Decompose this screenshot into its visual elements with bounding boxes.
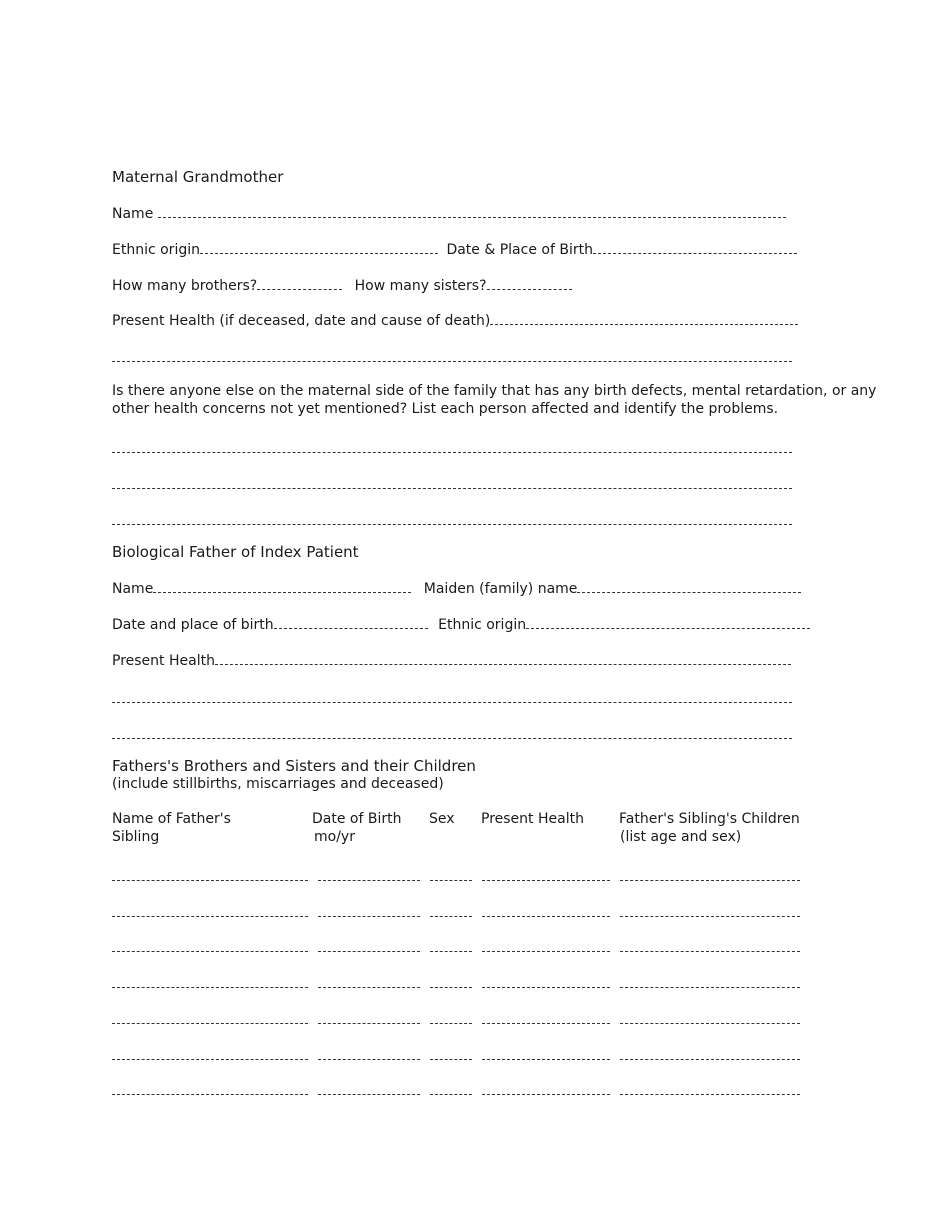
sibling-dob-cell[interactable] — [318, 1023, 420, 1024]
grandmother-dob-field[interactable] — [593, 239, 797, 254]
sibling-name-cell[interactable] — [112, 951, 308, 952]
column-header-present-health: Present Health — [481, 811, 584, 827]
sibling-sex-cell[interactable] — [430, 951, 472, 952]
sibling-children-cell[interactable] — [620, 916, 800, 917]
father-health-row — [112, 650, 791, 670]
sibling-name-cell[interactable] — [112, 987, 308, 988]
grandmother-siblings-row — [112, 275, 572, 295]
header-line: mo/yr — [314, 829, 355, 845]
name-label: Name — [112, 206, 154, 222]
column-header-sibling-name — [112, 810, 231, 846]
father-maiden-name-field[interactable] — [577, 578, 801, 593]
sisters-label: How many sisters? — [354, 278, 487, 294]
header-line: Name of Father's — [112, 811, 231, 827]
section-title-fathers-siblings: Fathers's Brothers and Sisters and their Children — [112, 757, 476, 775]
header-line: (list age and sex) — [620, 829, 742, 845]
ethnic-origin-label: Ethnic origin — [438, 617, 527, 633]
sibling-sex-cell[interactable] — [430, 1094, 472, 1095]
sisters-count-field[interactable] — [487, 275, 572, 290]
date-place-birth-label: Date and place of birth — [112, 617, 274, 633]
dob-label: Date & Place of Birth — [446, 242, 593, 258]
sibling-children-cell[interactable] — [620, 1023, 800, 1024]
brothers-count-field[interactable] — [257, 275, 342, 290]
sibling-name-cell[interactable] — [112, 1094, 308, 1095]
sibling-health-cell[interactable] — [482, 1059, 610, 1060]
grandmother-origin-row — [112, 239, 797, 259]
sibling-health-cell[interactable] — [482, 1094, 610, 1095]
sibling-health-cell[interactable] — [482, 951, 610, 952]
sibling-dob-cell[interactable] — [318, 951, 420, 952]
sibling-sex-cell[interactable] — [430, 1023, 472, 1024]
maternal-answer-line-1[interactable] — [112, 452, 792, 453]
father-dob-field[interactable] — [274, 614, 428, 629]
sibling-children-cell[interactable] — [620, 1094, 800, 1095]
header-line: Sibling — [112, 829, 160, 845]
father-health-field[interactable] — [215, 650, 791, 665]
maternal-answer-line-2[interactable] — [112, 488, 792, 489]
maiden-name-label: Maiden (family) name — [423, 581, 578, 597]
sibling-name-cell[interactable] — [112, 1059, 308, 1060]
sibling-health-cell[interactable] — [482, 987, 610, 988]
sibling-sex-cell[interactable] — [430, 880, 472, 881]
brothers-label: How many brothers? — [112, 278, 258, 294]
sibling-children-cell[interactable] — [620, 880, 800, 881]
section-title-biological-father: Biological Father of Index Patient — [112, 543, 359, 561]
grandmother-name-row — [112, 203, 786, 223]
father-birth-row — [112, 614, 810, 634]
name-label: Name — [112, 581, 154, 597]
sibling-name-cell[interactable] — [112, 1023, 308, 1024]
grandmother-health-row — [112, 310, 798, 330]
grandmother-health-field[interactable] — [490, 310, 798, 325]
father-health-line-3[interactable] — [112, 738, 792, 739]
sibling-dob-cell[interactable] — [318, 1059, 420, 1060]
grandmother-ethnic-field[interactable] — [200, 239, 438, 254]
section-subtitle: (include stillbirths, miscarriages and deceased) — [112, 776, 444, 792]
grandmother-health-line-2[interactable] — [112, 361, 792, 362]
sibling-health-cell[interactable] — [482, 916, 610, 917]
maternal-answer-line-3[interactable] — [112, 524, 792, 525]
column-header-siblings-children — [619, 810, 800, 846]
sibling-children-cell[interactable] — [620, 951, 800, 952]
header-line: Father's Sibling's Children — [619, 811, 800, 827]
ethnic-origin-label: Ethnic origin — [112, 242, 200, 258]
sibling-name-cell[interactable] — [112, 916, 308, 917]
father-health-line-2[interactable] — [112, 702, 792, 703]
column-header-sex: Sex — [429, 811, 455, 827]
sibling-children-cell[interactable] — [620, 987, 800, 988]
present-health-label: Present Health — [112, 653, 215, 669]
section-title-maternal-grandmother: Maternal Grandmother — [112, 168, 284, 186]
sibling-sex-cell[interactable] — [430, 987, 472, 988]
header-line: Date of Birth — [312, 811, 402, 827]
column-header-date-of-birth — [312, 810, 401, 846]
sibling-sex-cell[interactable] — [430, 916, 472, 917]
sibling-health-cell[interactable] — [482, 1023, 610, 1024]
maternal-question-text: Is there anyone else on the maternal side of the family that has any birth defects, mental retardation, or any other health concerns not yet mentioned? List each person affected and identify the problems. — [112, 383, 877, 417]
sibling-name-cell[interactable] — [112, 880, 308, 881]
father-ethnic-field[interactable] — [526, 614, 810, 629]
sibling-dob-cell[interactable] — [318, 880, 420, 881]
father-name-row — [112, 578, 801, 598]
father-name-field[interactable] — [153, 578, 411, 593]
sibling-dob-cell[interactable] — [318, 1094, 420, 1095]
sibling-sex-cell[interactable] — [430, 1059, 472, 1060]
grandmother-name-field[interactable] — [158, 203, 786, 218]
sibling-health-cell[interactable] — [482, 880, 610, 881]
sibling-dob-cell[interactable] — [318, 987, 420, 988]
sibling-dob-cell[interactable] — [318, 916, 420, 917]
sibling-children-cell[interactable] — [620, 1059, 800, 1060]
present-health-label: Present Health (if deceased, date and cause of death) — [112, 313, 491, 329]
